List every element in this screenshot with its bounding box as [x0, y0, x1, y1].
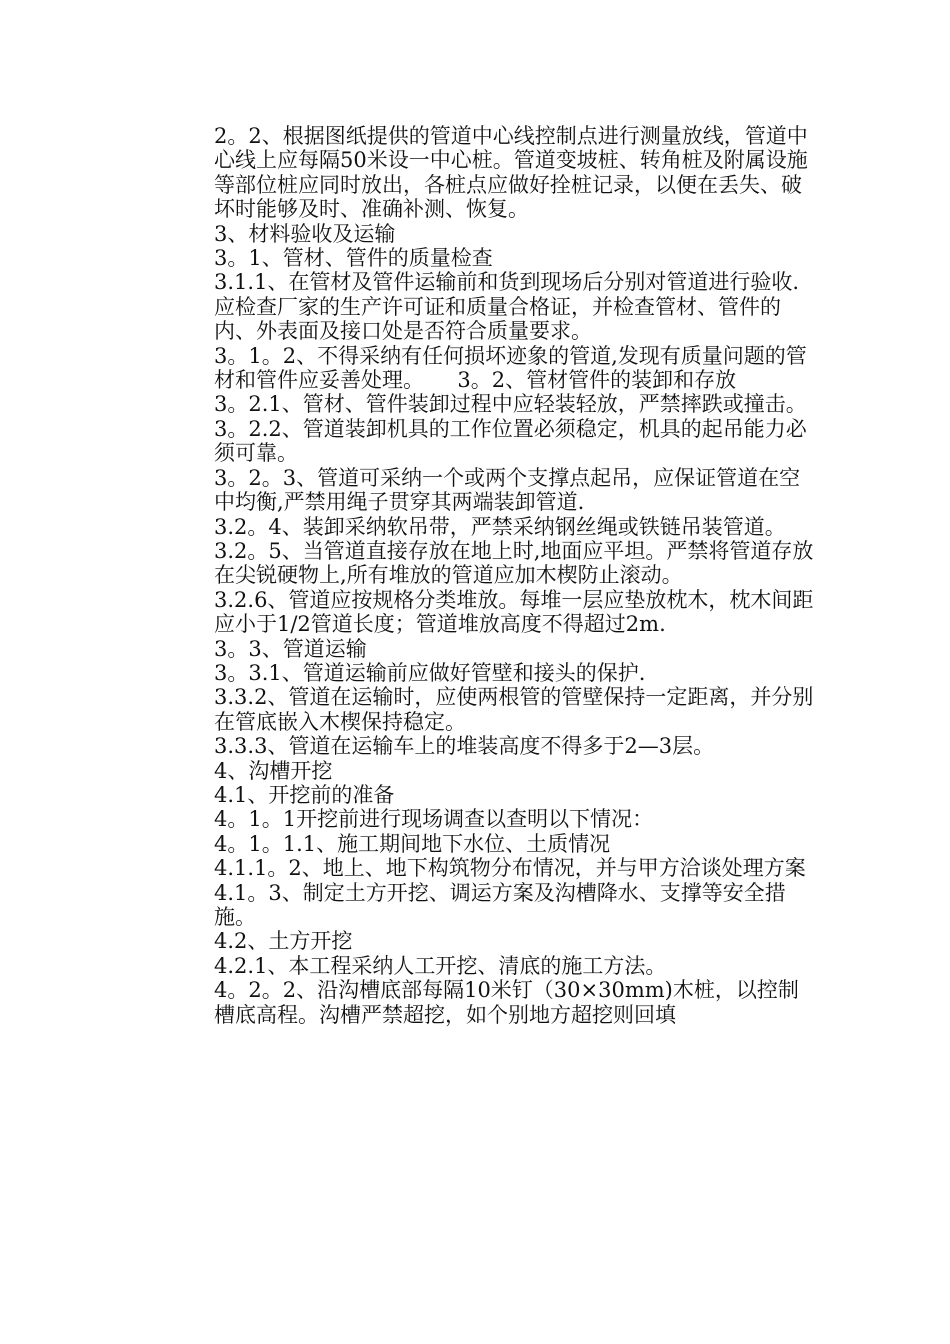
paragraph-3-2-6: 3.2.6、管道应按规格分类堆放。每堆一层应垫放枕木，枕木间距应小于1/2管道长度；管道堆放高度不得超过2m. [214, 587, 814, 637]
paragraph-4-1-1-1: 4。1。1.1、施工期间地下水位、土质情况 [214, 831, 611, 856]
document-page [214, 124, 814, 1027]
paragraph-4-1-1: 4。1。1开挖前进行现场调查以查明以下情况： [214, 807, 654, 832]
paragraph-3-3-3: 3.3.3、管道在运输车上的堆装高度不得多于2—3层。 [214, 734, 715, 759]
paragraph-3-1-2: 3。1。2、不得采纳有任何损坏迹象的管道,发现有质量问题的管材和管件应妥善处理。 3。2、管材管件的装卸和存放 [214, 343, 807, 393]
heading-3-1: 3。1、管材、管件的质量检查 [214, 246, 493, 271]
paragraph-4-1-1-2: 4.1.1。2、地上、地下构筑物分布情况，并与甲方洽谈处理方案 [214, 856, 806, 881]
heading-3-3: 3。3、管道运输 [214, 636, 367, 661]
heading-3: 3、材料验收及运输 [214, 221, 396, 246]
paragraph-3-2-5: 3.2。5、当管道直接存放在地上时,地面应平坦。严禁将管道存放在尖锐硬物上,所有堆放的管道应加木楔防止滚动。 [214, 538, 814, 588]
paragraph-2-2: 2。2、根据图纸提供的管道中心线控制点进行测量放线，管道中心线上应每隔50米设一中心桩。管道变坡桩、转角桩及附属设施等部位桩应同时放出，各桩点应做好拴桩记录，以便在丢失、破坏时能够及时、准确补测、恢复。 [214, 124, 808, 222]
paragraph-3-3-2: 3.3.2、管道在运输时，应使两根管的管壁保持一定距离，并分别在管底嵌入木楔保持稳定。 [214, 685, 814, 734]
paragraph-3-1-1: 3.1.1、在管材及管件运输前和货到现场后分别对管道进行验收.应检查厂家的生产许可证和质量合格证，并检查管材、管件的内、外表面及接口处是否符合质量要求。 [214, 270, 800, 344]
paragraph-3-2-2: 3。2.2、管道装卸机具的工作位置必须稳定，机具的起吊能力必须可靠。 [214, 416, 807, 466]
heading-4-1: 4.1、开挖前的准备 [214, 782, 395, 807]
paragraph-4-2-1: 4.2.1、本工程采纳人工开挖、清底的施工方法。 [214, 953, 667, 978]
paragraph-3-3-1: 3。3.1、管道运输前应做好管壁和接头的保护. [214, 660, 646, 685]
paragraph-3-2-4: 3.2。4、装卸采纳软吊带，严禁采纳钢丝绳或铁链吊装管道。 [214, 514, 786, 539]
paragraph-3-2-3: 3。2。3、管道可采纳一个或两个支撑点起吊，应保证管道在空中均衡,严禁用绳子贯穿其两端装卸管道. [214, 465, 801, 515]
heading-4: 4、沟槽开挖 [214, 758, 333, 783]
heading-4-2: 4.2、土方开挖 [214, 929, 353, 954]
paragraph-4-1-3: 4.1。3、制定土方开挖、调运方案及沟槽降水、支撑等安全措施。 [214, 880, 786, 929]
paragraph-4-2-2: 4。2。2、沿沟槽底部每隔10米钉（30×30mm)木桩，以控制槽底高程。沟槽严禁超挖，如个别地方超挖则回填 [214, 978, 799, 1027]
paragraph-3-2-1: 3。2.1、管材、管件装卸过程中应轻装轻放，严禁摔跌或撞击。 [214, 392, 807, 417]
